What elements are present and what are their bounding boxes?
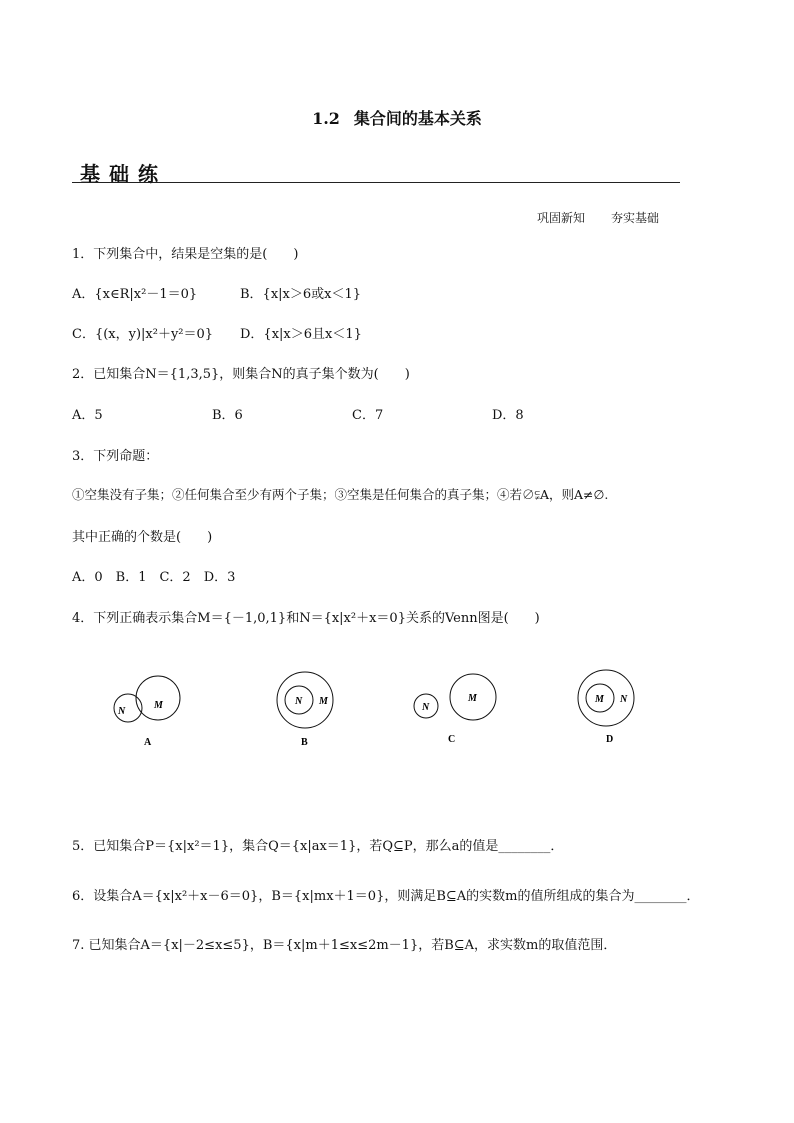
venn-a-inner-label: N [118, 706, 126, 717]
question-5-stem: 5．已知集合P＝{x|x²＝1}，集合Q＝{x|ax＝1}，若Q⊆P，那么a的值是________． [72, 839, 564, 854]
section-tagline [537, 209, 659, 226]
section-heading: 基础练 [80, 162, 167, 186]
question-3-options: A．0 B．1 C．2 D．3 [72, 570, 236, 585]
venn-option-c [414, 674, 496, 745]
question-3-stem: 3．下列命题： [72, 449, 159, 464]
question-2-option-d: D．8 [492, 408, 524, 423]
question-1-stem: 1．下列集合中，结果是空集的是( ) [72, 247, 299, 262]
question-1-option-a: A．{x∈R|x²－1＝0} [72, 287, 198, 302]
section-number: 1.2 [312, 109, 340, 128]
venn-d-outer-label: N [620, 694, 628, 705]
tagline-right: 夯实基础 [611, 211, 660, 225]
venn-option-b [277, 672, 333, 748]
venn-b-outer-label: M [319, 696, 328, 707]
question-2-option-a: A．5 [72, 408, 103, 423]
section-divider [72, 182, 680, 183]
venn-d-inner-label: M [595, 694, 604, 705]
page-title [0, 106, 794, 129]
question-4-stem: 4．下列正确表示集合M＝{－1,0,1}和N＝{x|x²＋x＝0}关系的Venn图是( ) [72, 611, 540, 626]
question-6-stem: 6．设集合A＝{x|x²＋x－6＝0}，B＝{x|mx＋1＝0}，则满足B⊆A的实数m的值所组成的集合为________． [72, 889, 700, 904]
venn-b-caption: B [301, 737, 308, 748]
venn-c-inner-label: N [422, 702, 430, 713]
venn-a-caption: A [144, 737, 152, 748]
question-7-stem: 7. 已知集合A＝{x|－2≤x≤5}，B＝{x|m＋1≤x≤2m－1}，若B⊆A，求实数m的取值范围． [72, 938, 617, 953]
venn-diagrams [100, 660, 660, 760]
venn-c-caption: C [448, 734, 456, 745]
question-2-option-c: C．7 [352, 408, 384, 423]
title-text: 集合间的基本关系 [353, 109, 482, 128]
question-1-option-c: C．{(x，y)|x²＋y²＝0} [72, 327, 214, 342]
question-1-option-d: D．{x|x＞6且x＜1} [240, 327, 362, 342]
question-1-option-b: B．{x|x＞6或x＜1} [240, 287, 362, 302]
venn-c-outer-label: M [468, 693, 477, 704]
venn-d-caption: D [606, 734, 614, 745]
venn-a-outer-label: M [154, 700, 163, 711]
venn-b-inner-label: N [295, 696, 303, 707]
question-2-option-b: B．6 [212, 408, 243, 423]
question-3-propositions: ①空集没有子集；②任何集合至少有两个子集；③空集是任何集合的真子集；④若∅⫋A，则A≠∅. [72, 487, 609, 502]
venn-option-a [114, 676, 180, 748]
tagline-left: 巩固新知 [537, 211, 586, 225]
question-2-stem: 2．已知集合N＝{1,3,5}，则集合N的真子集个数为( ) [72, 367, 410, 382]
venn-option-d [578, 670, 634, 745]
question-3-ask: 其中正确的个数是( ) [72, 530, 213, 545]
